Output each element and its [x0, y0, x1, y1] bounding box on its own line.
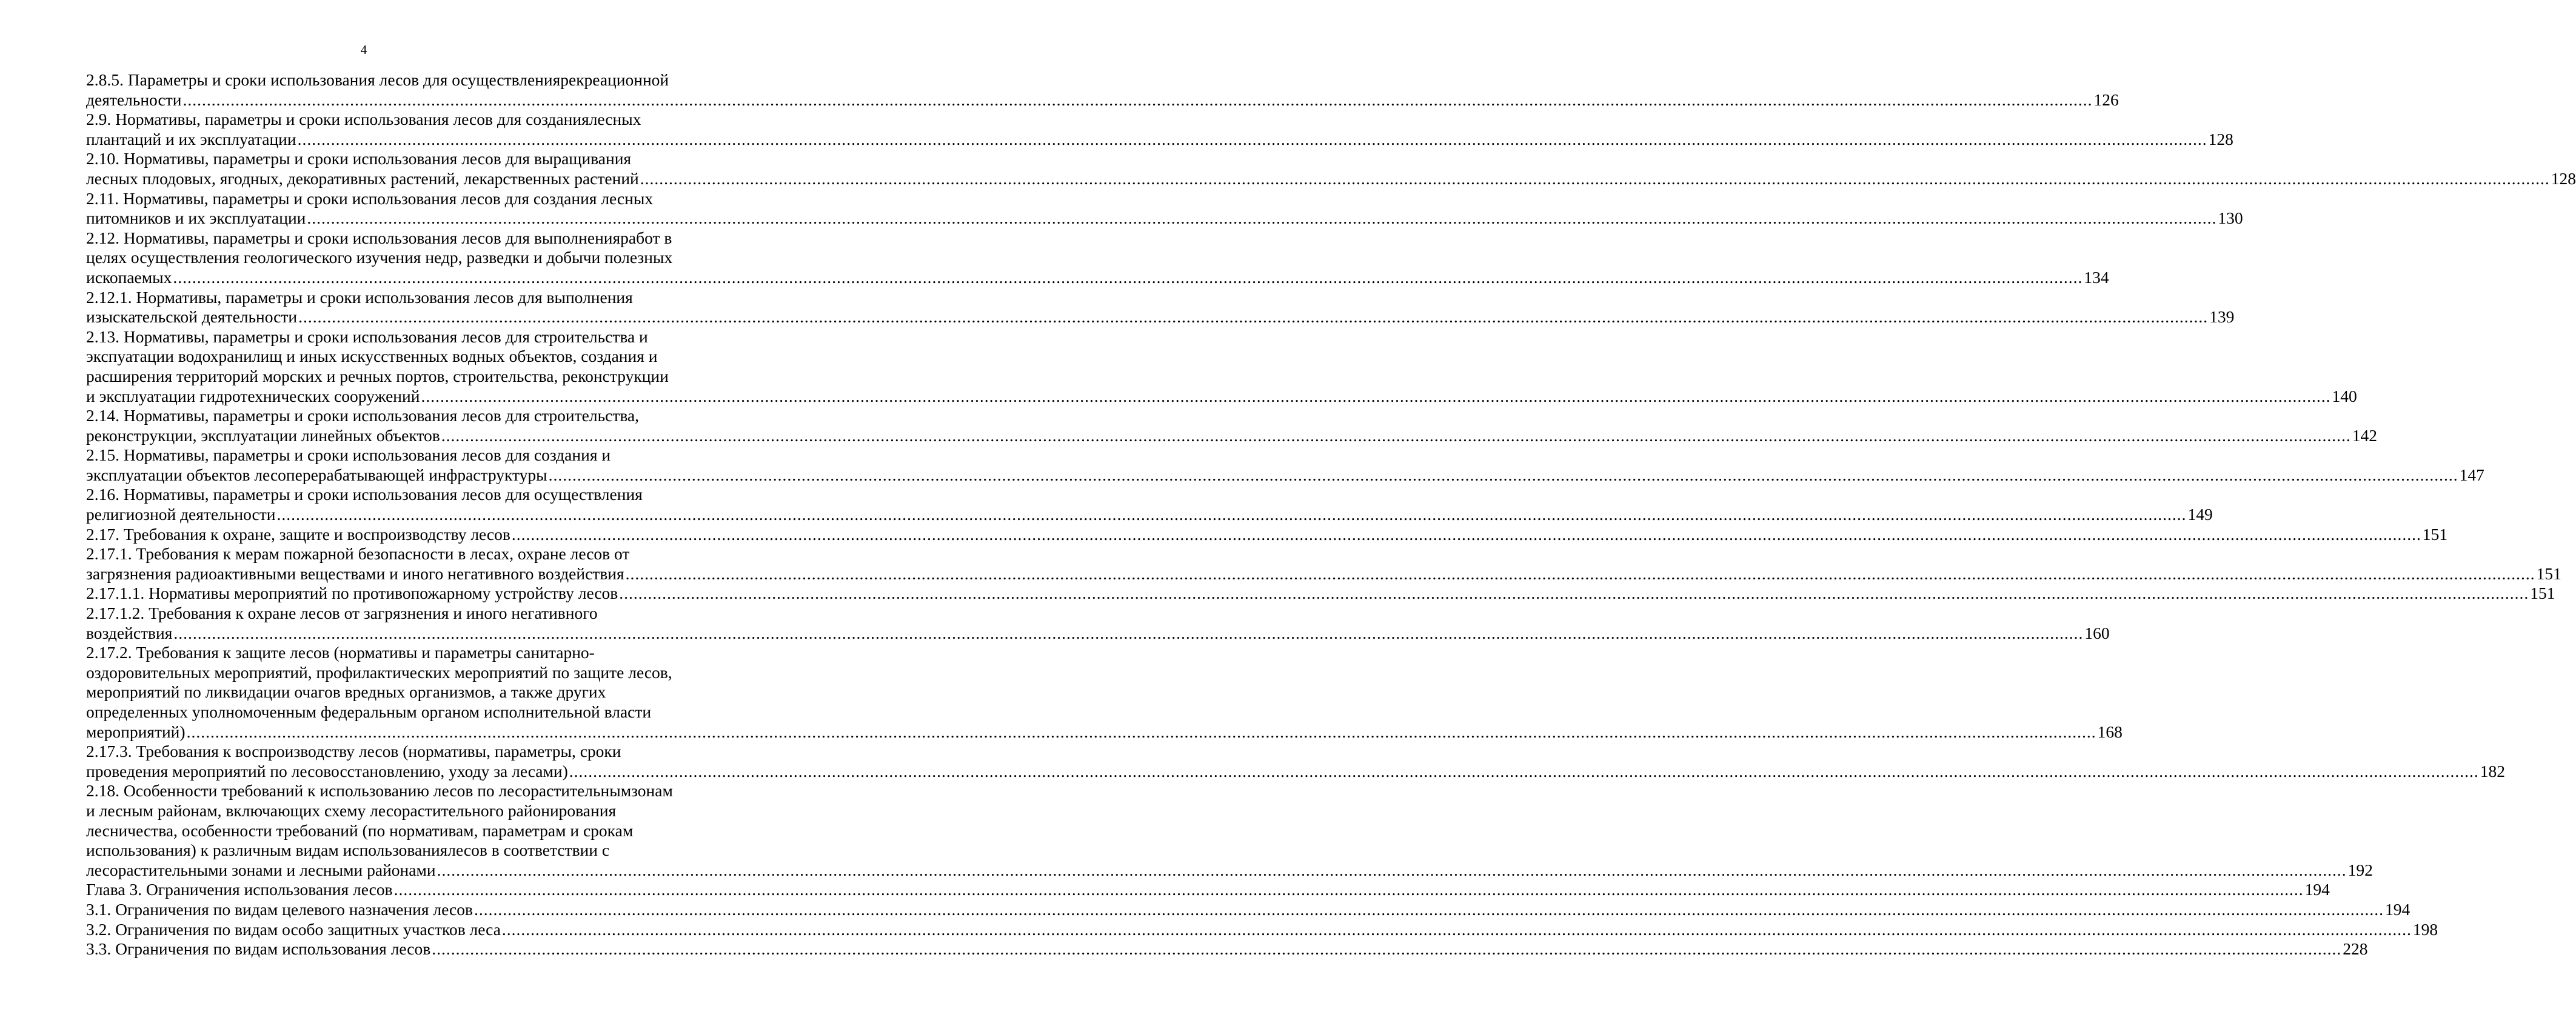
toc-entry-line: использования) к различным видам использованиялесов в соответствии с: [86, 841, 610, 860]
toc-entry-line: лесничества, особенности требований (по нормативам, параметрам и срокам: [86, 821, 634, 840]
dot-leader: ................................................................................................................................................................................................................................................................................................................................................................................................................: [393, 880, 2304, 899]
toc-entry: [86, 228, 2109, 288]
toc-entry: [86, 524, 2448, 545]
toc-entry: [86, 544, 2561, 584]
toc-entry-line: 2.17.1.1. Нормативы мероприятий по противопожарному устройству лесов: [86, 584, 618, 603]
dot-leader: ................................................................................................................................................................................................................................................................................................................................................................................................................: [619, 584, 2529, 603]
toc-entry-last-line: [86, 465, 2484, 485]
dot-leader: ................................................................................................................................................................................................................................................................................................................................................................................................................: [307, 208, 2217, 228]
dot-leader: ................................................................................................................................................................................................................................................................................................................................................................................................................: [569, 761, 2479, 781]
toc-entry-line: 2.11. Нормативы, параметры и сроки использования лесов для создания лесных: [86, 188, 654, 208]
toc-entry: [86, 604, 2110, 643]
toc-page-number: 128: [2551, 168, 2576, 188]
toc-page-number: 151: [2530, 584, 2555, 603]
toc-entry-line: воздействия: [86, 623, 173, 642]
toc-entry-line: плантаций и их эксплуатации: [86, 129, 296, 148]
toc-entry-line: питомников и их эксплуатации: [86, 208, 306, 228]
toc-entry-line: изыскательской деятельности: [86, 307, 298, 327]
toc-entry: [86, 919, 2438, 940]
toc-entry-last-line: [86, 524, 2448, 545]
toc-entry: [86, 781, 2373, 880]
dot-leader: ................................................................................................................................................................................................................................................................................................................................................................................................................: [182, 90, 2093, 109]
toc-entry-line: 2.13. Нормативы, параметры и сроки использования лесов для строительства и: [86, 327, 648, 346]
toc-page-number: 194: [2384, 899, 2410, 919]
dot-leader: ................................................................................................................................................................................................................................................................................................................................................................................................................: [173, 267, 2083, 287]
toc-entry-line: ископаемых: [86, 267, 172, 287]
dot-leader: ................................................................................................................................................................................................................................................................................................................................................................................................................: [548, 465, 2458, 484]
toc-entry-line: религиозной деятельности: [86, 505, 276, 524]
toc-entry-last-line: [86, 860, 2373, 881]
toc-entry-line: реконструкции, эксплуатации линейных объектов: [86, 425, 440, 445]
toc-page-number: 151: [2422, 524, 2448, 544]
dot-leader: ................................................................................................................................................................................................................................................................................................................................................................................................................: [421, 386, 2331, 405]
toc-page-number: 194: [2304, 880, 2330, 899]
toc-entry-line: 2.12. Нормативы, параметры и сроки использования лесов для выполненияработ в: [86, 228, 672, 247]
toc-entry: [86, 742, 2506, 781]
toc-entry-line: 2.17.1.2. Требования к охране лесов от загрязнения и иного негативного: [86, 604, 598, 623]
toc-entry: [86, 880, 2330, 900]
toc-entry-line: 3.1. Ограничения по видам целевого назначения лесов: [86, 899, 473, 919]
dot-leader: ................................................................................................................................................................................................................................................................................................................................................................................................................: [625, 564, 2535, 583]
toc-entry: [86, 485, 2213, 524]
toc-page-number: 192: [2347, 860, 2373, 879]
toc-entry-line: 3.2. Ограничения по видам особо защитных участков леса: [86, 919, 501, 939]
dot-leader: ................................................................................................................................................................................................................................................................................................................................................................................................................: [501, 919, 2412, 939]
toc-entry-last-line: [86, 307, 2235, 327]
toc-entry-line: и эксплуатации гидротехнических сооружений: [86, 386, 420, 405]
toc-entry-last-line: [86, 425, 2377, 446]
dot-leader: ................................................................................................................................................................................................................................................................................................................................................................................................................: [173, 623, 2084, 642]
toc-entry: [86, 188, 2243, 228]
toc-entry-line: 2.10. Нормативы, параметры и сроки использования лесов для выращивания: [86, 149, 632, 168]
toc-entry-line: 2.17.3. Требования к воспроизводству лесов (нормативы, параметры, сроки: [86, 742, 621, 761]
toc-entry-line: загрязнения радиоактивными веществами и иного негативного воздействия: [86, 564, 624, 583]
toc-entry: [86, 327, 2357, 406]
toc-entry: [86, 70, 2119, 110]
toc-entry: [86, 110, 2233, 149]
toc-page-number: 160: [2084, 623, 2110, 642]
dot-leader: ................................................................................................................................................................................................................................................................................................................................................................................................................: [186, 722, 2096, 741]
toc-entry-line: Глава 3. Ограничения использования лесов: [86, 880, 393, 899]
toc-page-number: 151: [2536, 564, 2561, 583]
toc-entry-line: 2.9. Нормативы, параметры и сроки использования лесов для созданиялесных: [86, 110, 641, 129]
toc-entry-line: 2.17.1. Требования к мерам пожарной безопасности в лесах, охране лесов от: [86, 544, 630, 564]
toc-entry-last-line: [86, 899, 2410, 920]
toc-entry-line: эксплуатации объектов лесоперерабатывающей инфраструктуры: [86, 465, 547, 484]
toc-page-number: 198: [2412, 919, 2438, 939]
toc-entry-last-line: [86, 208, 2243, 228]
toc-page-number: 128: [2208, 129, 2233, 148]
toc-page-number: 126: [2093, 90, 2119, 109]
toc-entry-line: лесорастительными зонами и лесными районами: [86, 860, 436, 879]
toc-entry-line: 2.12.1. Нормативы, параметры и сроки использования лесов для выполнения: [86, 287, 633, 307]
toc-page-number: 147: [2459, 465, 2484, 484]
toc-entry: [86, 406, 2377, 445]
toc-entry-line: проведения мероприятий по лесовосстановлению, уходу за лесами): [86, 761, 568, 781]
toc-entry-line: расширения территорий морских и речных портов, строительства, реконструкции: [86, 366, 669, 385]
toc-page-number: 139: [2209, 307, 2235, 327]
toc-entry: [86, 939, 2368, 959]
toc-entry-line: и лесным районам, включающих схему лесорастительного районирования: [86, 801, 617, 820]
toc-entry-line: 2.8.5. Параметры и сроки использования лесов для осуществлениярекреационной: [86, 70, 669, 89]
toc-entry-last-line: [86, 505, 2213, 525]
toc-page-number: 130: [2218, 208, 2243, 228]
dot-leader: ................................................................................................................................................................................................................................................................................................................................................................................................................: [297, 129, 2207, 148]
toc-entry-line: лесных плодовых, ягодных, декоративных растений, лекарственных растений: [86, 168, 639, 188]
toc-entry-last-line: [86, 761, 2506, 782]
dot-leader: ................................................................................................................................................................................................................................................................................................................................................................................................................: [276, 505, 2187, 524]
toc-entry-line: 2.15. Нормативы, параметры и сроки использования лесов для создания и: [86, 445, 611, 465]
toc-entry-last-line: [86, 564, 2561, 584]
toc-entry-last-line: [86, 386, 2357, 407]
toc-entry-last-line: [86, 584, 2555, 604]
toc-entry-line: 2.17.2. Требования к защите лесов (нормативы и параметры санитарно-: [86, 643, 595, 662]
dot-leader: ................................................................................................................................................................................................................................................................................................................................................................................................................: [441, 425, 2351, 445]
toc-entry-last-line: [86, 267, 2109, 288]
toc-entry-line: определенных уполномоченным федеральным органом исполнительной власти: [86, 702, 652, 721]
toc-page-number: 149: [2187, 505, 2213, 524]
toc-entry: [86, 445, 2484, 485]
toc-page-number: 134: [2084, 267, 2109, 287]
toc-page-number: 168: [2097, 722, 2123, 741]
toc-entry-line: 2.14. Нормативы, параметры и сроки использования лесов для строительства,: [86, 406, 640, 425]
toc-entry-line: целях осуществления геологического изучения недр, разведки и добычи полезных: [86, 248, 673, 267]
table-of-contents: [86, 70, 2576, 959]
toc-entry-line: деятельности: [86, 90, 182, 109]
toc-entry-line: 3.3. Ограничения по видам использования лесов: [86, 939, 431, 959]
toc-page-number: 182: [2480, 761, 2506, 781]
toc-entry-line: мероприятий): [86, 722, 186, 741]
toc-entry-last-line: [86, 939, 2368, 959]
toc-entry-line: мероприятий по ликвидации очагов вредных организмов, а также других: [86, 682, 606, 702]
dot-leader: ................................................................................................................................................................................................................................................................................................................................................................................................................: [298, 307, 2209, 327]
dot-leader: ................................................................................................................................................................................................................................................................................................................................................................................................................: [437, 860, 2347, 879]
dot-leader: ................................................................................................................................................................................................................................................................................................................................................................................................................: [640, 168, 2550, 188]
dot-leader: ................................................................................................................................................................................................................................................................................................................................................................................................................: [511, 524, 2421, 544]
toc-entry-last-line: [86, 722, 2123, 742]
toc-entry: [86, 899, 2410, 920]
toc-page-number: 228: [2343, 939, 2368, 959]
toc-entry-last-line: [86, 880, 2330, 900]
toc-entry: [86, 287, 2235, 327]
toc-entry: [86, 149, 2576, 188]
toc-entry: [86, 643, 2123, 742]
toc-page-number: 142: [2352, 425, 2377, 445]
toc-entry-line: 2.17. Требования к охране, защите и воспроизводству лесов: [86, 524, 510, 544]
toc-entry-line: 2.18. Особенности требований к использованию лесов по лесорастительнымзонам: [86, 781, 673, 801]
toc-entry-line: оздоровительных мероприятий, профилактических мероприятий по защите лесов,: [86, 662, 672, 682]
dot-leader: ................................................................................................................................................................................................................................................................................................................................................................................................................: [473, 899, 2384, 919]
page-number: 4: [360, 42, 367, 57]
toc-entry-line: 2.16. Нормативы, параметры и сроки использования лесов для осуществления: [86, 485, 643, 504]
toc-entry-last-line: [86, 919, 2438, 940]
toc-entry-line: экспуатации водохранилищ и иных искусственных водных объектов, создания и: [86, 347, 658, 366]
toc-entry-last-line: [86, 90, 2119, 110]
toc-entry-last-line: [86, 168, 2576, 189]
toc-entry: [86, 584, 2555, 604]
toc-page-number: 140: [2332, 386, 2357, 405]
toc-entry-last-line: [86, 623, 2110, 644]
toc-entry-last-line: [86, 129, 2233, 150]
dot-leader: ................................................................................................................................................................................................................................................................................................................................................................................................................: [432, 939, 2342, 959]
